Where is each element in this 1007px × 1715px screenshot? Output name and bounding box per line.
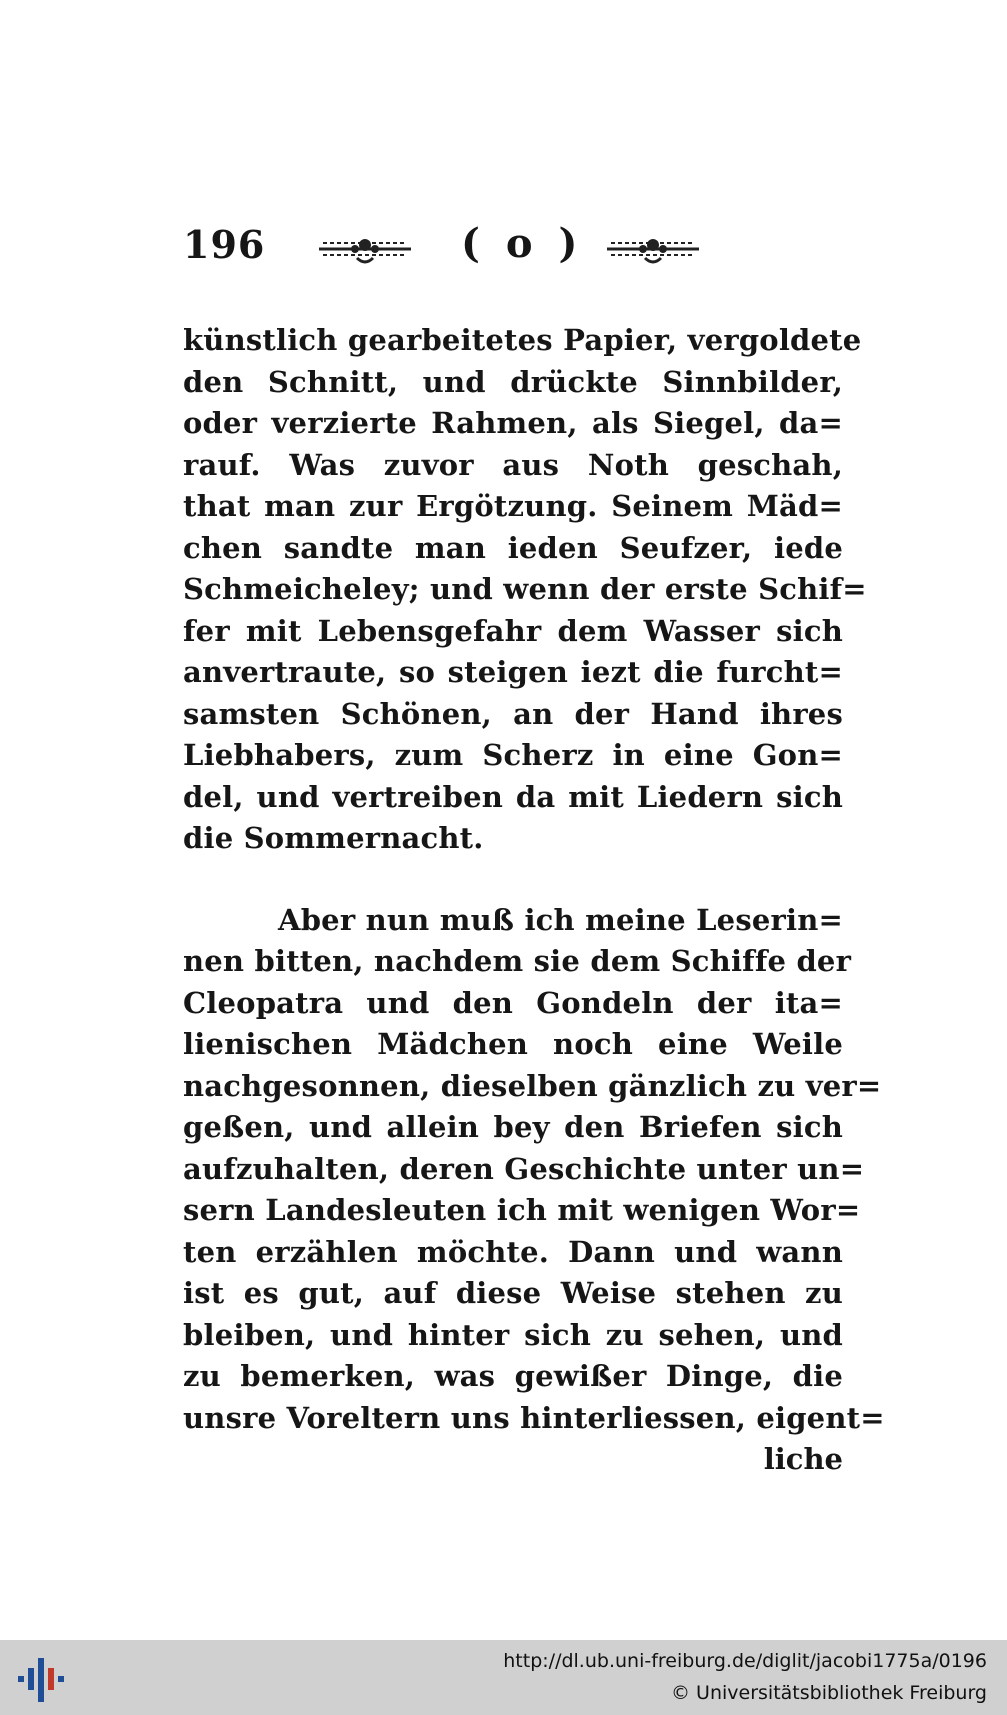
catchword: liche: [763, 1442, 843, 1476]
page-header: [183, 218, 713, 274]
text-line: Aber nun muß ich meine Leserin=: [278, 902, 843, 937]
text-line: sern Landesleuten ich mit wenigen Wor=: [183, 1193, 861, 1227]
text-line: den Schnitt, und drückte Sinnbilder,: [183, 364, 843, 399]
text-line: del, und vertreiben da mit Liedern sich: [183, 779, 843, 814]
text-line: Schmeicheley; und wenn der erste Schif=: [183, 572, 867, 606]
text-line: bleiben, und hinter sich zu sehen, und: [183, 1317, 843, 1352]
text-line: lienischen Mädchen noch eine Weile: [183, 1027, 843, 1061]
paragraph-1: [183, 320, 867, 860]
ub-freiburg-logo-icon: [14, 1654, 66, 1706]
text-line: that man zur Ergötzung. Seinem Mäd=: [183, 489, 843, 523]
text-line: nachgesonnen, dieselben gänzlich zu ver=: [183, 1068, 882, 1103]
text-line: oder verzierte Rahmen, als Siegel, da=: [183, 406, 843, 440]
printer-signature: ( o ): [461, 220, 584, 267]
copyright-notice: © Universitätsbibliothek Freiburg: [671, 1682, 987, 1704]
text-line: künstlich gearbeitetes Papier, vergoldete: [183, 323, 862, 357]
text-line: geßen, und allein bey den Briefen sich: [183, 1110, 843, 1144]
viewer-footer: [0, 1640, 1007, 1715]
printers-ornament-icon: [603, 232, 703, 266]
text-line: chen sandte man ieden Seufzer, iede: [183, 530, 843, 565]
text-line: Cleopatra und den Gondeln der ita=: [183, 985, 843, 1020]
text-line: anvertraute, so steigen iezt die furcht=: [183, 655, 843, 689]
text-line: samsten Schönen, an der Hand ihres: [183, 696, 843, 731]
text-line: ist es gut, auf diese Weise stehen zu: [183, 1276, 843, 1310]
paragraph-gap: [183, 860, 843, 900]
text-line: unsre Voreltern uns hinterliessen, eigent=: [183, 1400, 885, 1435]
text-line: rauf. Was zuvor aus Noth geschah,: [183, 447, 843, 482]
text-line: aufzuhalten, deren Geschichte unter un=: [183, 1151, 865, 1186]
printers-ornament-icon: [315, 232, 415, 266]
text-line: nen bitten, nachdem sie dem Schiffe der: [183, 944, 852, 978]
page-number: 196: [183, 222, 266, 267]
text-line: die Sommernacht.: [183, 821, 484, 855]
text-line: zu bemerken, was gewißer Dinge, die: [183, 1359, 843, 1393]
paragraph-2: [183, 900, 885, 1440]
text-line: ten erzählen möchte. Dann und wann: [183, 1234, 843, 1269]
page-body: [183, 320, 885, 1481]
permalink-url[interactable]: http://dl.ub.uni-freiburg.de/diglit/jacobi1775a/0196: [503, 1650, 987, 1672]
text-line: fer mit Lebensgefahr dem Wasser sich: [183, 613, 843, 648]
text-line: Liebhabers, zum Scherz in eine Gon=: [183, 738, 843, 772]
